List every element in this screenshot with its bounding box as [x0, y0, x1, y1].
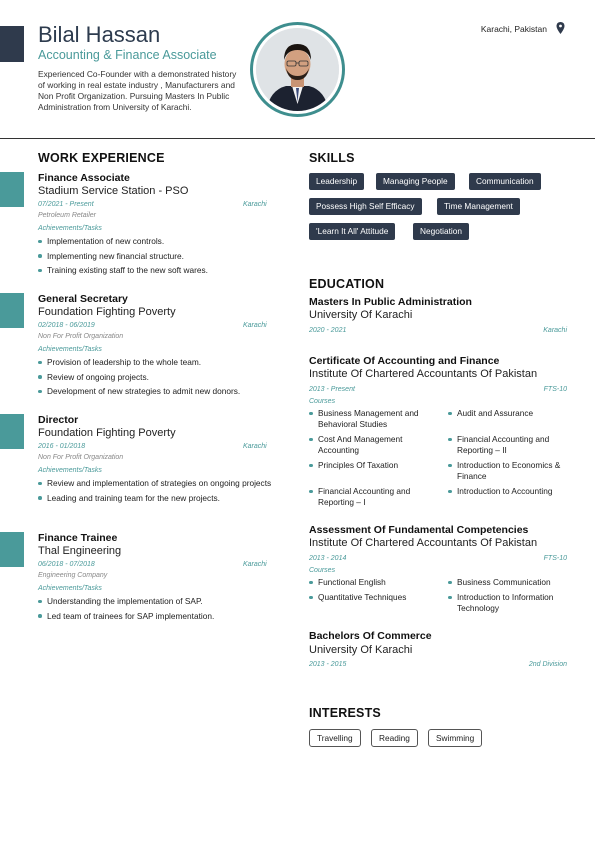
education-date: 2013 - 2015: [309, 661, 347, 668]
course-item: Quantitative Techniques: [309, 592, 439, 603]
list-item: Development of new strategies to admit new donors.: [38, 386, 278, 396]
job-role: General Secretary: [38, 293, 128, 305]
job-date: 2016 - 01/2018: [38, 443, 86, 450]
list-item: Review of ongoing projects.: [38, 372, 278, 382]
candidate-name: Bilal Hassan: [38, 22, 161, 47]
job-entry: [0, 172, 290, 282]
job-role: Finance Associate: [38, 172, 130, 184]
job-company-type: Petroleum Retailer: [38, 212, 96, 219]
skill-tag: Managing People: [376, 173, 455, 190]
person-avatar-icon: [256, 28, 339, 111]
education-date: 2013 - 2014: [309, 555, 347, 562]
candidate-summary: Experienced Co-Founder with a demonstrated history of working in real estate industry , Manufacturers and Non Profit Organization. Pursuing Masters In Public Administration from University of Karachi.: [38, 69, 237, 112]
header-accent-bar: [0, 26, 24, 62]
work-experience-heading: WORK EXPERIENCE: [38, 151, 165, 165]
job-bullets: [38, 357, 278, 401]
job-date: 02/2018 - 06/2019: [38, 322, 95, 329]
list-item: Implementing new financial structure.: [38, 251, 278, 261]
course-item: Principles Of Taxation: [309, 460, 439, 471]
course-item: Introduction to Economics & Finance: [448, 460, 573, 481]
list-item: Provision of leadership to the whole team.: [38, 357, 278, 367]
skill-tag: Possess High Self Efficacy: [309, 198, 422, 215]
header-divider: [0, 138, 595, 139]
job-role: Director: [38, 414, 79, 426]
course-item: Introduction to Accounting: [448, 486, 573, 497]
job-location: Karachi: [243, 201, 267, 208]
job-location: Karachi: [243, 561, 267, 568]
course-item: Financial Accounting and Reporting – I: [309, 486, 439, 507]
job-role: Finance Trainee: [38, 532, 118, 544]
job-company-type: Engineering Company: [38, 572, 108, 579]
courses-label: Courses: [309, 398, 336, 405]
education-title: Masters In Public Administration: [309, 296, 472, 308]
job-bullets: [38, 596, 278, 625]
job-organization: Stadium Service Station - PSO: [38, 185, 189, 197]
education-location: Karachi: [543, 327, 567, 334]
skills-heading: SKILLS: [309, 151, 355, 165]
job-accent-bar: [0, 172, 24, 207]
job-achievements-label: Achievements/Tasks: [38, 585, 102, 592]
job-accent-bar: [0, 414, 24, 449]
education-heading: EDUCATION: [309, 277, 385, 291]
course-item: Cost And Management Accounting: [309, 434, 439, 455]
job-date: 07/2021 - Present: [38, 201, 94, 208]
job-entry: [0, 414, 290, 524]
course-item: Financial Accounting and Reporting – II: [448, 434, 573, 455]
job-location: Karachi: [243, 322, 267, 329]
interest-tag: Swimming: [428, 729, 482, 747]
job-entry: [0, 532, 290, 627]
skill-tag: 'Learn It All' Attitude: [309, 223, 395, 240]
job-company-type: Non For Profit Organization: [38, 333, 124, 340]
profile-photo: [250, 22, 345, 117]
list-item: Leading and training team for the new projects.: [38, 493, 278, 503]
education-title: Bachelors Of Commerce: [309, 630, 432, 642]
skill-tag: Leadership: [309, 173, 364, 190]
candidate-title: Accounting & Finance Associate: [38, 48, 217, 62]
skill-tag: Time Management: [437, 198, 520, 215]
list-item: Understanding the implementation of SAP.: [38, 596, 278, 606]
list-item: Training existing staff to the new soft wares.: [38, 265, 278, 275]
interest-tag: Reading: [371, 729, 418, 747]
job-organization: Foundation Fighting Poverty: [38, 306, 176, 318]
job-entry: [0, 293, 290, 403]
job-bullets: [38, 478, 278, 507]
interests-heading: INTERESTS: [309, 706, 381, 720]
education-grade: FTS-10: [543, 555, 567, 562]
job-company-type: Non For Profit Organization: [38, 454, 124, 461]
education-institution: Institute Of Chartered Accountants Of Pakistan: [309, 368, 538, 380]
job-accent-bar: [0, 532, 24, 567]
job-bullets: [38, 236, 278, 280]
education-institution: University Of Karachi: [309, 309, 413, 321]
course-item: Audit and Assurance: [448, 408, 573, 419]
job-accent-bar: [0, 293, 24, 328]
location-text: Karachi, Pakistan: [480, 24, 547, 34]
list-item: Review and implementation of strategies on ongoing projects: [38, 478, 278, 488]
map-pin-icon: [556, 22, 565, 34]
education-title: Certificate Of Accounting and Finance: [309, 355, 500, 367]
skill-tag: Communication: [469, 173, 541, 190]
interest-tag: Travelling: [309, 729, 361, 747]
course-item: Introduction to Information Technology: [448, 592, 573, 613]
education-grade: FTS-10: [543, 386, 567, 393]
job-achievements-label: Achievements/Tasks: [38, 467, 102, 474]
courses-label: Courses: [309, 567, 336, 574]
list-item: Implementation of new controls.: [38, 236, 278, 246]
education-institution: University Of Karachi: [309, 644, 413, 656]
education-date: 2013 - Present: [309, 386, 355, 393]
education-institution: Institute Of Chartered Accountants Of Pakistan: [309, 537, 538, 549]
course-item: Functional English: [309, 577, 439, 588]
skill-tag: Negotiation: [413, 223, 469, 240]
job-achievements-label: Achievements/Tasks: [38, 346, 102, 353]
job-achievements-label: Achievements/Tasks: [38, 225, 102, 232]
list-item: Led team of trainees for SAP implementation.: [38, 611, 278, 621]
job-organization: Thal Engineering: [38, 545, 122, 557]
course-item: Business Communication: [448, 577, 573, 588]
job-organization: Foundation Fighting Poverty: [38, 427, 176, 439]
education-grade: 2nd Division: [528, 661, 567, 668]
education-title: Assessment Of Fundamental Competencies: [309, 524, 529, 536]
course-item: Business Management and Behavioral Studies: [309, 408, 439, 429]
education-date: 2020 - 2021: [309, 327, 347, 334]
job-date: 06/2018 - 07/2018: [38, 561, 95, 568]
job-location: Karachi: [243, 443, 267, 450]
